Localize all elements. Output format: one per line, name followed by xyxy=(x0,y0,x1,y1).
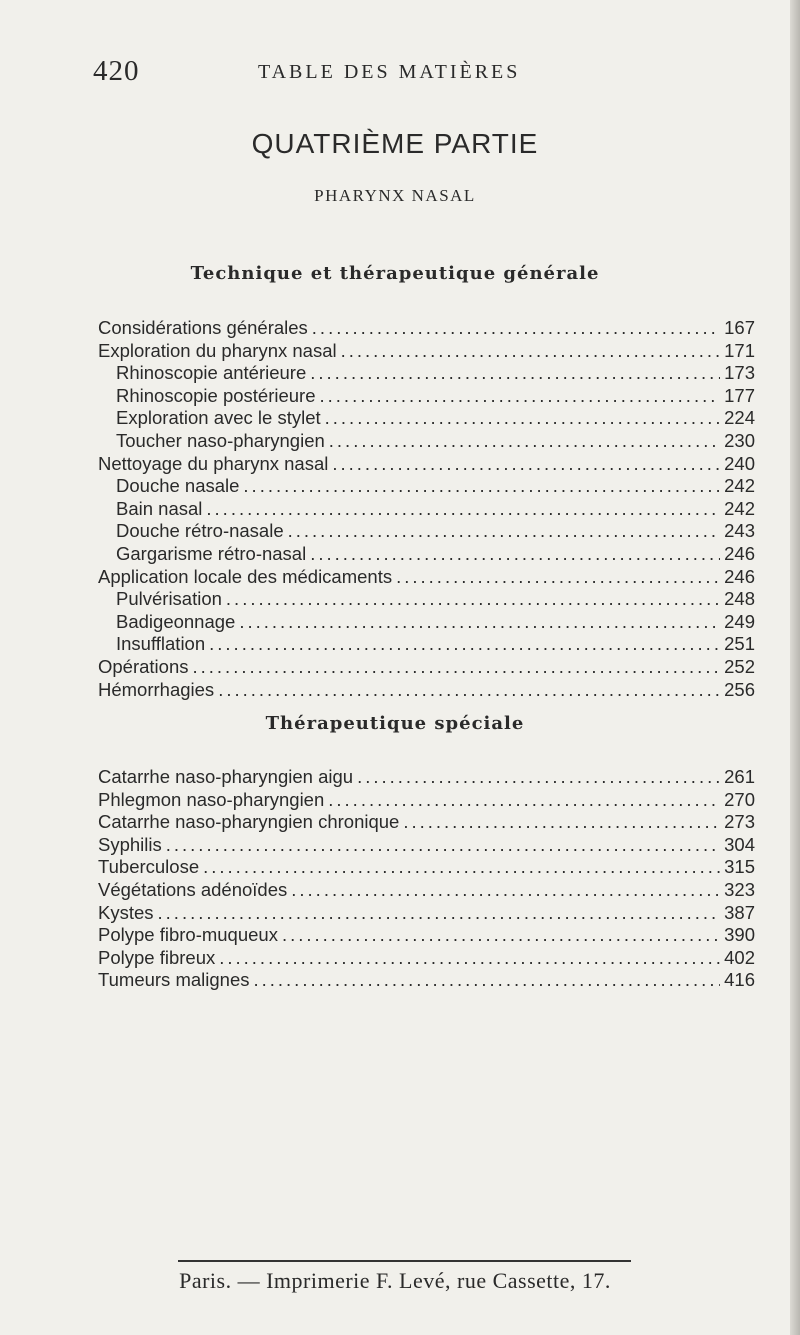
toc-entry-label: Douche rétro-nasale xyxy=(116,520,284,542)
dot-leader xyxy=(243,475,720,498)
dot-leader xyxy=(396,566,720,589)
toc-entry xyxy=(0,879,790,902)
toc-entry-page: 416 xyxy=(724,969,755,991)
dot-leader xyxy=(310,362,720,385)
running-title: TABLE DES MATIÈRES xyxy=(258,61,521,83)
dot-leader xyxy=(332,453,720,476)
page-header xyxy=(0,55,790,91)
toc-entry xyxy=(0,588,790,611)
toc-entry-page: 246 xyxy=(724,565,755,587)
toc-entry xyxy=(0,811,790,834)
toc-entry-label: Exploration du pharynx nasal xyxy=(98,339,337,361)
toc-entry-label: Tumeurs malignes xyxy=(98,969,250,991)
toc-entry xyxy=(0,656,790,679)
toc-entry xyxy=(0,453,790,476)
printer-imprint: Paris. — Imprimerie F. Levé, rue Cassette, 17. xyxy=(179,1268,611,1293)
toc-entry-page: 261 xyxy=(724,766,755,787)
toc-entry-label: Insufflation xyxy=(116,633,206,655)
toc-entry xyxy=(0,317,790,340)
dot-leader xyxy=(291,879,720,902)
toc-entry xyxy=(0,924,790,947)
toc-entry xyxy=(0,947,790,970)
dot-leader xyxy=(357,766,720,789)
dot-leader xyxy=(206,498,720,521)
toc-entry-page: 251 xyxy=(724,633,755,655)
dot-leader xyxy=(329,430,720,453)
toc-entry-label: Badigeonnage xyxy=(116,610,236,632)
toc-entry xyxy=(0,498,790,521)
toc-entry-page: 240 xyxy=(724,452,755,474)
toc-entry-page: 323 xyxy=(724,878,755,900)
page-edge xyxy=(790,0,800,1335)
toc-entry xyxy=(0,543,790,566)
toc-entry-page: 249 xyxy=(724,610,755,632)
toc-entry xyxy=(0,385,790,408)
toc-entry-page: 242 xyxy=(724,497,755,519)
dot-leader xyxy=(219,947,720,970)
toc-entry-label: Application locale des médicaments xyxy=(98,565,393,587)
toc-list-therapeutique xyxy=(0,766,790,992)
section-heading-technique: Technique et thérapeutique générale xyxy=(190,263,600,284)
toc-entry-label: Phlegmon naso-pharyngien xyxy=(98,788,325,810)
toc-entry-page: 248 xyxy=(724,588,755,610)
dot-leader xyxy=(325,407,720,430)
toc-entry-label: Pulvérisation xyxy=(116,588,222,610)
toc-entry-page: 171 xyxy=(724,339,755,361)
toc-entry-label: Syphilis xyxy=(98,833,162,855)
dot-leader xyxy=(253,969,720,992)
toc-entry-page: 224 xyxy=(724,407,755,429)
toc-entry-label: Catarrhe naso-pharyngien chronique xyxy=(98,811,400,833)
toc-entry-page: 230 xyxy=(724,429,755,451)
toc-entry xyxy=(0,362,790,385)
toc-entry xyxy=(0,789,790,812)
toc-entry-page: 243 xyxy=(724,520,755,542)
toc-entry-page: 315 xyxy=(724,856,755,878)
toc-entry-label: Hémorrhagies xyxy=(98,678,215,700)
toc-entry xyxy=(0,969,790,992)
section-heading-therapeutique: Thérapeutique spéciale xyxy=(265,713,525,734)
toc-entry-page: 390 xyxy=(724,924,755,946)
dot-leader xyxy=(312,317,720,340)
dot-leader xyxy=(288,520,721,543)
toc-entry-label: Gargarisme rétro-nasal xyxy=(116,542,307,564)
toc-entry-label: Considérations générales xyxy=(98,317,308,338)
toc-entry-page: 273 xyxy=(724,811,755,833)
toc-entry xyxy=(0,633,790,656)
dot-leader xyxy=(166,834,720,857)
subtitle: PHARYNX NASAL xyxy=(314,186,476,205)
dot-leader xyxy=(341,340,721,363)
toc-entry-label: Tuberculose xyxy=(98,856,200,878)
toc-list-technique xyxy=(0,317,790,701)
toc-entry xyxy=(0,679,790,702)
toc-entry-label: Catarrhe naso-pharyngien aigu xyxy=(98,766,354,787)
toc-entry xyxy=(0,902,790,925)
toc-entry-page: 270 xyxy=(724,788,755,810)
toc-entry-label: Exploration avec le stylet xyxy=(116,407,321,429)
toc-entry-label: Polype fibreux xyxy=(98,946,216,968)
toc-entry-label: Rhinoscopie postérieure xyxy=(116,384,316,406)
toc-entry-page: 252 xyxy=(724,655,755,677)
dot-leader xyxy=(310,543,720,566)
dot-leader xyxy=(226,588,720,611)
toc-entry-label: Opérations xyxy=(98,655,189,677)
toc-entry-label: Nettoyage du pharynx nasal xyxy=(98,452,329,474)
dot-leader xyxy=(282,924,720,947)
dot-leader xyxy=(203,856,720,879)
toc-entry xyxy=(0,407,790,430)
toc-entry-label: Toucher naso-pharyngien xyxy=(116,429,325,451)
toc-entry xyxy=(0,566,790,589)
toc-entry xyxy=(0,766,790,789)
toc-entry xyxy=(0,520,790,543)
page-number: 420 xyxy=(93,55,140,87)
toc-entry xyxy=(0,340,790,363)
toc-entry xyxy=(0,475,790,498)
toc-entry-label: Bain nasal xyxy=(116,497,203,519)
toc-entry-label: Végétations adénoïdes xyxy=(98,878,288,900)
toc-entry-page: 256 xyxy=(724,678,755,700)
dot-leader xyxy=(158,902,721,925)
toc-entry xyxy=(0,430,790,453)
toc-entry-label: Polype fibro-muqueux xyxy=(98,924,278,946)
dot-leader xyxy=(239,611,720,634)
dot-leader xyxy=(403,811,720,834)
toc-entry-page: 387 xyxy=(724,901,755,923)
footer-rule xyxy=(178,1260,631,1262)
dot-leader xyxy=(218,679,720,702)
toc-entry-page: 173 xyxy=(724,362,755,384)
toc-entry-page: 402 xyxy=(724,946,755,968)
dot-leader xyxy=(209,633,720,656)
toc-entry xyxy=(0,856,790,879)
toc-entry-page: 242 xyxy=(724,475,755,497)
toc-entry-label: Rhinoscopie antérieure xyxy=(116,362,307,384)
dot-leader xyxy=(328,789,720,812)
toc-entry xyxy=(0,611,790,634)
toc-entry-page: 177 xyxy=(724,384,755,406)
toc-entry-label: Douche nasale xyxy=(116,475,240,497)
dot-leader xyxy=(193,656,721,679)
part-title: QUATRIÈME PARTIE xyxy=(251,128,539,159)
toc-entry-page: 304 xyxy=(724,833,755,855)
toc-entry-page: 246 xyxy=(724,542,755,564)
toc-entry-page: 167 xyxy=(724,317,755,338)
dot-leader xyxy=(320,385,721,408)
toc-entry-label: Kystes xyxy=(98,901,154,923)
toc-entry xyxy=(0,834,790,857)
